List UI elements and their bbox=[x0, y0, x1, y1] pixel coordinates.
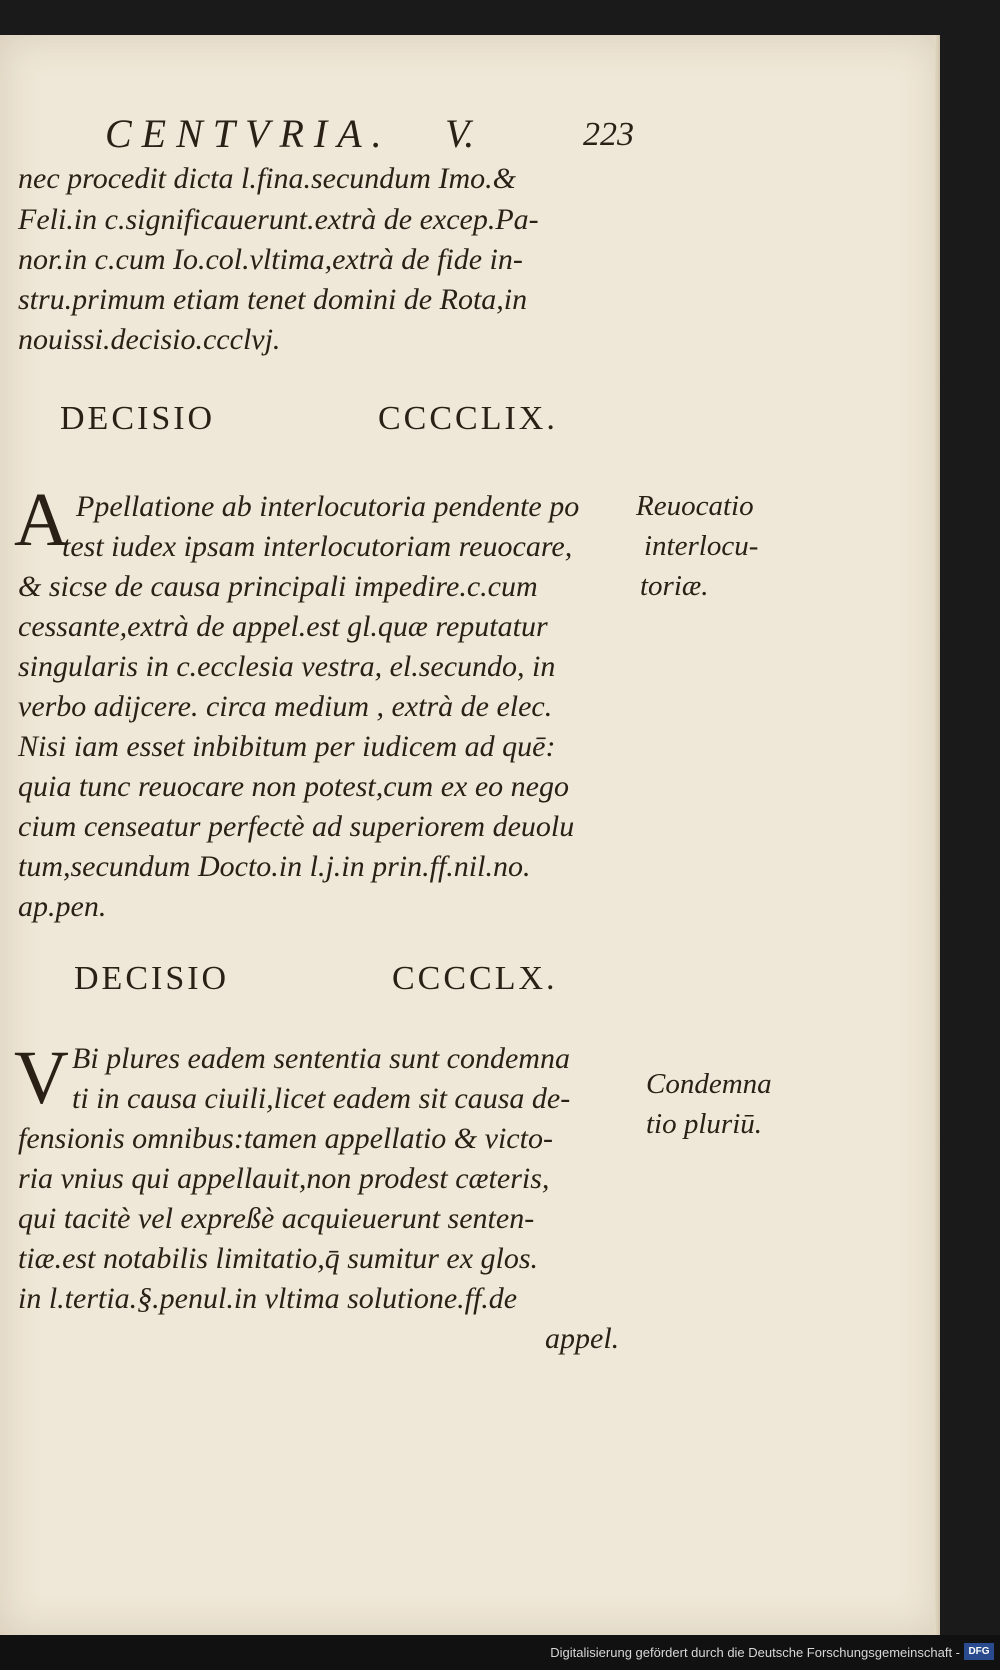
page-edge bbox=[934, 35, 940, 1635]
text-line: cessante,extrà de appel.est gl.quæ reputatur bbox=[18, 610, 548, 643]
text-line: test iudex ipsam interlocutoriam reuocare, bbox=[62, 530, 573, 563]
text-line: verbo adijcere. circa medium , extrà de elec. bbox=[18, 690, 553, 723]
marginal-line: toriæ. bbox=[640, 570, 709, 602]
running-title: CENTVRIA. bbox=[105, 111, 392, 156]
footer-bar bbox=[0, 1635, 1000, 1670]
text-line: tiæ.est notabilis limitatio,q̄ sumitur ex glos. bbox=[18, 1242, 539, 1275]
marginal-line: interlocu- bbox=[644, 530, 759, 562]
text-line: cium censeatur perfectè ad superiorem deuolu bbox=[18, 810, 575, 843]
page-header bbox=[105, 110, 645, 160]
decision-heading-word: DECISIO bbox=[74, 960, 230, 997]
text-line: qui tacitè vel expreßè acquieuerunt senten- bbox=[18, 1202, 535, 1235]
text-line: singularis in c.ecclesia vestra, el.secundo, in bbox=[18, 650, 556, 683]
text-line: in l.tertia.§.penul.in vltima solutione.ff.de bbox=[18, 1282, 518, 1315]
text-line: Feli.in c.significauerunt.extrà de excep.Pa- bbox=[18, 203, 539, 236]
drop-cap: A bbox=[14, 478, 69, 562]
text-line: nec procedit dicta l.fina.secundum Imo.& bbox=[18, 162, 516, 195]
text-line: & sicse de causa principali impedire.c.cum bbox=[18, 570, 538, 603]
text-line: Bi plures eadem sententia sunt condemna bbox=[72, 1042, 570, 1075]
text-line: appel. bbox=[545, 1322, 620, 1355]
text-line: ria vnius qui appellauit,non prodest cæteris, bbox=[18, 1162, 550, 1195]
marginal-line: tio pluriū. bbox=[646, 1108, 763, 1140]
text-line: quia tunc reuocare non potest,cum ex eo nego bbox=[18, 770, 569, 803]
decision-heading-number: CCCCLX. bbox=[392, 960, 558, 997]
decision-heading-word: DECISIO bbox=[60, 400, 216, 437]
marginal-line: Condemna bbox=[646, 1068, 772, 1100]
decision-heading-number: CCCCLIX. bbox=[378, 400, 558, 437]
text-line: Ppellatione ab interlocutoria pendente po bbox=[76, 490, 580, 523]
text-line: ti in causa ciuili,licet eadem sit causa de- bbox=[72, 1082, 571, 1115]
page-number: 223 bbox=[583, 116, 634, 153]
dfg-logo: DFG bbox=[964, 1643, 994, 1660]
text-line: Nisi iam esset inbibitum per iudicem ad quē: bbox=[18, 730, 556, 763]
text-line: fensionis omnibus:tamen appellatio & victo- bbox=[18, 1122, 553, 1155]
drop-cap: V bbox=[14, 1036, 69, 1120]
text-line: stru.primum etiam tenet domini de Rota,in bbox=[18, 283, 528, 316]
digitization-credit: Digitalisierung gefördert durch die Deutsche Forschungsgemeinschaft - bbox=[550, 1645, 960, 1660]
part-label: V. bbox=[445, 111, 475, 156]
marginal-line: Reuocatio bbox=[636, 490, 754, 522]
text-line: nor.in c.cum Io.col.vltima,extrà de fide in- bbox=[18, 243, 523, 276]
text-line: nouissi.decisio.ccclvj. bbox=[18, 323, 281, 356]
text-line: ap.pen. bbox=[18, 890, 107, 923]
text-line: tum,secundum Docto.in l.j.in prin.ff.nil.no. bbox=[18, 850, 531, 883]
